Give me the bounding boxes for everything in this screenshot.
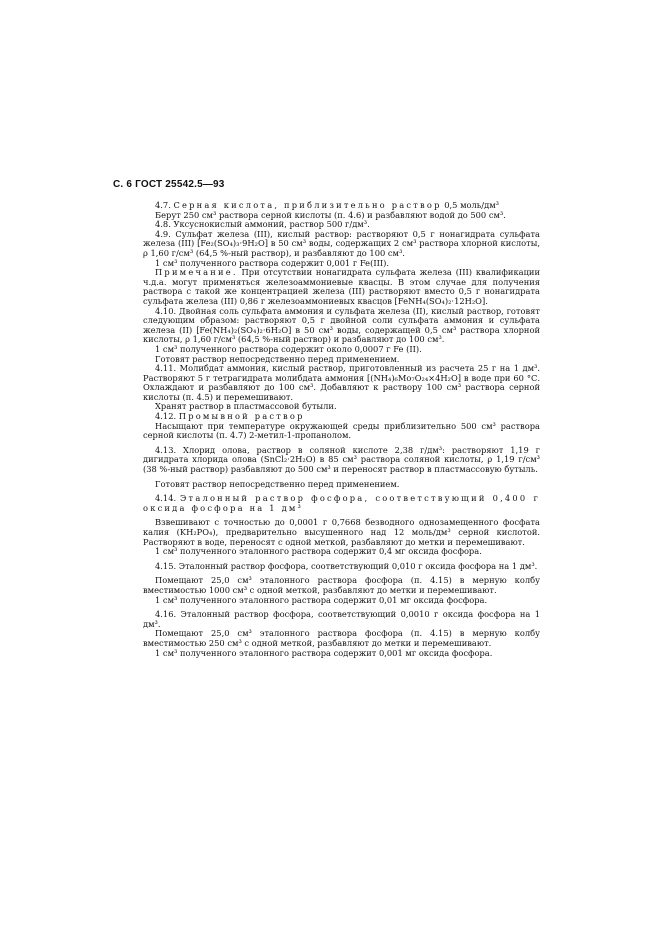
paragraph: Готовят раствор непосредственно перед применением. bbox=[155, 353, 400, 364]
section-title: Промывной раствор bbox=[178, 411, 305, 422]
paragraph: 4.15. Эталонный раствор фосфора, соответствующий 0,010 г оксида фосфора на 1 дм³. bbox=[155, 560, 538, 571]
section-title-tail: 0,5 моль/дм³ bbox=[441, 200, 499, 210]
paragraph: Хранят раствор в пластмассовой бутыли. bbox=[155, 401, 337, 412]
paragraph: 4.11. Молибдат аммония, кислый раствор, приготовленный из расчета 25 г на 1 дм³. Растворяют 5 г тетрагидрата молибдата аммония [(NH₄)₆Mo₇O₂₄×4H₂O] в воде при 60 °С. Охлаждают и разбавляют до 100 см³. Добавляют к раствору 100 см³ раствора серной кислоты (п. 4.5) и перемешивают. bbox=[143, 363, 540, 402]
paragraph: Взвешивают с точностью до 0,0001 г 0,7668 безводного однозамещенного фосфата калия (KH₂PO₄), предварительно высушенного над 12 моль/дм³ серной кислотой. Растворяют в воде, переносят с одной меткой, разбавляют до метки и перемешивают. bbox=[143, 517, 540, 547]
page-header: С. 6 ГОСТ 25542.5—93 bbox=[113, 179, 225, 190]
paragraph: Помещают 25,0 см³ эталонного раствора фосфора (п. 4.15) в мерную колбу вместимостью 1000 см³ с одной меткой, разбавляют до метки и перемешивают. bbox=[143, 575, 540, 595]
paragraph: 4.16. Эталонный раствор фосфора, соответствующий 0,0010 г оксида фосфора на 1 дм³. bbox=[143, 609, 540, 629]
paragraph: Насыщают при температуре окружающей среды приблизительно 500 см³ раствора серной кислоты (п. 4.7) 2-метил-1-пропанолом. bbox=[143, 420, 540, 441]
section-4-14-title bbox=[143, 494, 540, 513]
paragraph: 1 см³ полученного эталонного раствора содержит 0,4 мг оксида фосфора. bbox=[155, 546, 482, 557]
paragraph: 4.8. Уксуснокислый аммоний, раствор 500 г/дм³. bbox=[155, 219, 370, 230]
section-title: Серная кислота, приблизительно раствор bbox=[173, 200, 442, 210]
paragraph: Берут 250 см³ раствора серной кислоты (п. 4.6) и разбавляют водой до 500 см³. bbox=[155, 209, 506, 220]
paragraph: 1 см³ полученного эталонного раствора содержит 0,01 мг оксида фосфора. bbox=[155, 594, 488, 605]
note-label: Примечание. bbox=[155, 267, 238, 278]
section-number: 4.12. bbox=[155, 411, 177, 422]
paragraph: 1 см³ полученного раствора содержит около 0,0007 г Fe (II). bbox=[155, 343, 422, 354]
paragraph: 4.9. Сульфат железа (III), кислый раствор: растворяют 0,5 г нонагидрата сульфата железа (III) [Fe₂(SO₄)₃·9H₂O] в 50 см³ воды, содержащих 2 см³ раствора хлорной кислоты, ρ 1,60 г/см³ (64,5 %-ный раствор), и разбавляют до 100 см³. bbox=[143, 228, 540, 258]
document-body bbox=[143, 201, 540, 658]
paragraph: 4.10. Двойная соль сульфата аммония и сульфата железа (II), кислый раствор, готовят следующим образом: растворяют 0,5 г двойной соли сульфата аммония и сульфата железа (II) [Fe(NH₄)₂(SO₄)₂·6H₂O] в 50 см³ воды, содержащей 0,5 см³ раствора хлорной кислоты, ρ 1,60 г/см³ (64,5 %-ный раствор) и разбавляют до 100 см³. bbox=[143, 305, 540, 345]
section-number: 4.14. bbox=[155, 493, 177, 504]
section-title: Эталонный раствор фосфора, соответствующий 0,400 г оксида фосфора на 1 дм³ bbox=[143, 493, 540, 513]
paragraph: 1 см³ полученного раствора содержит 0,001 г Fe(III). bbox=[155, 257, 390, 268]
note-text: При отсутствии нонагидрата сульфата железа (III) квалификации ч.д.а. могут применяться железоаммониевые квасцы. В этом случае для получения раствора с такой же концентрацией железа (III) растворяют вместо 0,5 г нонагидрата сульфата железа (III) 0,86 г железоаммониевых квасцов [FeNH₄(SO₄)₂·12H₂O]. bbox=[143, 267, 540, 306]
note-paragraph bbox=[143, 268, 540, 306]
paragraph: 4.13. Хлорид олова, раствор в соляной кислоте 2,38 г/дм³: растворяют 1,19 г дигидрата хлорида олова (SnCl₂·2H₂O) в 85 см³ раствора соляной кислоты, ρ 1,19 г/см³ (38 %-ный раствор) разбавляют до 500 см³ и переносят раствор в пластмассовую бутыль. bbox=[143, 444, 540, 475]
paragraph: 1 см³ полученного эталонного раствора содержит 0,001 мг оксида фосфора. bbox=[155, 647, 493, 658]
section-number: 4.7. bbox=[155, 200, 171, 210]
paragraph: Помещают 25,0 см³ эталонного раствора фосфора (п. 4.15) в мерную колбу вместимостью 250 см³ с одной меткой, разбавляют до метки и перемешивают. bbox=[143, 628, 540, 648]
paragraph: Готовят раствор непосредственно перед применением. bbox=[155, 478, 400, 489]
